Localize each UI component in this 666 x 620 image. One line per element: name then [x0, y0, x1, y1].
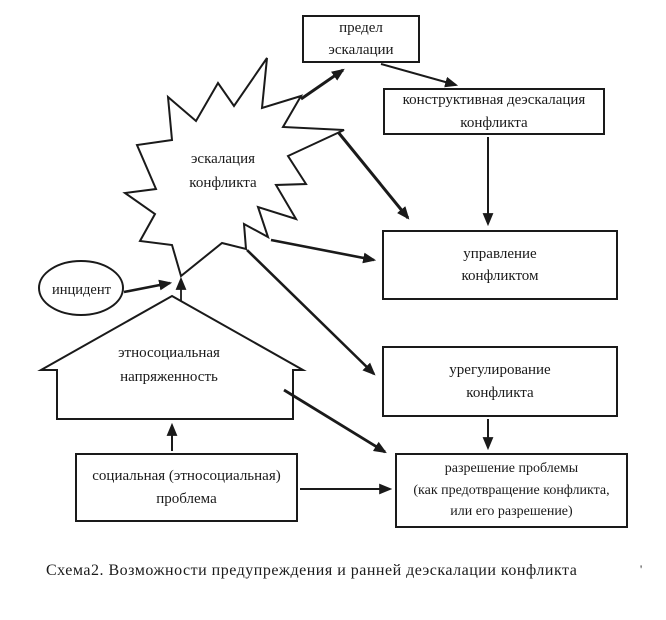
node-management-line1: управление	[463, 245, 537, 262]
node-problem-line2: проблема	[156, 490, 217, 507]
escalation-label-line1: эскалация	[190, 151, 256, 167]
incident-label-line1: инцидент	[52, 282, 111, 298]
node-settlement-line2: конфликта	[466, 384, 534, 401]
tension-label-line1: этносоциальная	[118, 345, 220, 361]
arrow-escalation-to-management-top	[338, 132, 408, 218]
node-conflict-management	[382, 230, 618, 300]
tension-label-line2: напряженность	[120, 369, 218, 385]
node-resolution-line2: (как предотвращение конфликта,	[413, 482, 610, 498]
node-limit-of-escalation	[302, 15, 420, 63]
node-conflict-settlement	[382, 346, 618, 417]
arrow-tension-to-resolution	[284, 390, 385, 452]
incident-ellipse-label	[39, 279, 124, 302]
escalation-starburst-label	[148, 147, 298, 195]
node-limit-line2: эскалации	[328, 42, 394, 58]
diagram-caption: Схема2. Возможности предупреждения и ранней деэскалации конфликта	[46, 562, 578, 579]
tension-house-label	[70, 341, 268, 389]
arrow-incident-to-escalation	[124, 283, 170, 292]
node-constructive-deescalation	[383, 88, 605, 135]
node-resolution-line1: разрешение проблемы	[444, 460, 579, 476]
node-management-line2: конфликтом	[461, 268, 539, 284]
node-resolution-line3: или его разрешение)	[450, 504, 573, 520]
node-social-problem	[75, 453, 298, 522]
stray-scan-mark: '	[640, 562, 643, 576]
node-problem-line1: социальная (этносоциальная)	[92, 468, 281, 484]
node-problem-resolution	[395, 453, 628, 528]
arrow-limit-to-deescalation	[381, 64, 456, 85]
node-settlement-line1: урегулирование	[449, 362, 551, 378]
escalation-label-line2: конфликта	[189, 175, 257, 191]
node-deescalation-line1: конструктивная деэскалация	[402, 92, 586, 108]
node-deescalation-line2: конфликта	[460, 114, 528, 131]
arrow-escalation-to-management-left	[271, 240, 374, 260]
arrow-escalation-to-limit	[301, 70, 343, 99]
node-limit-line1: предел	[339, 19, 383, 36]
